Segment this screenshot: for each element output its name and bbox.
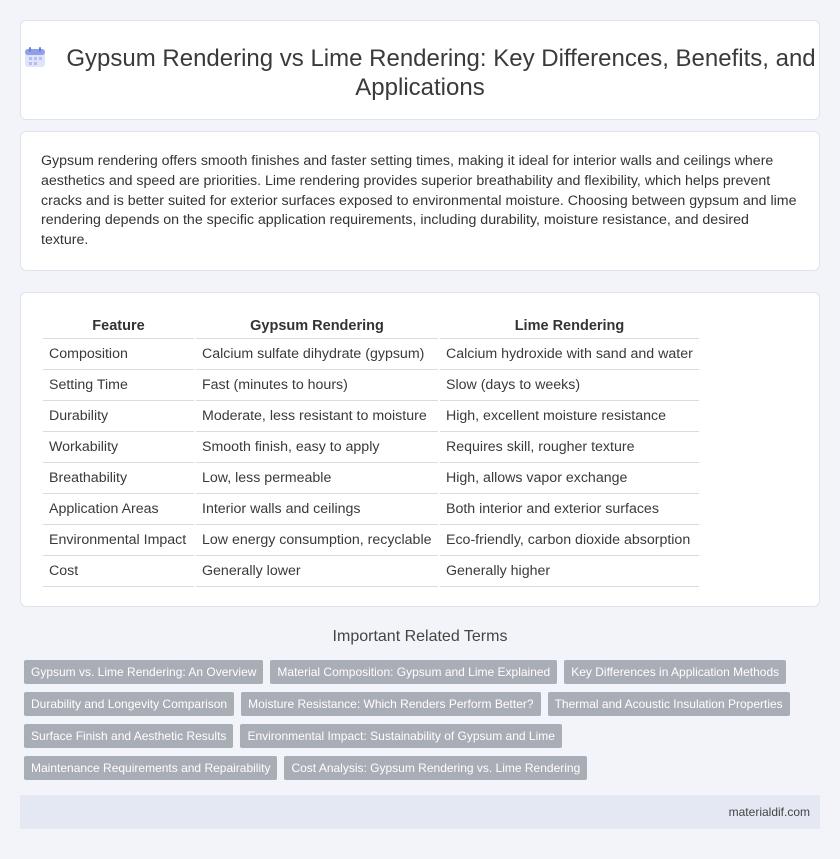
intro-card xyxy=(20,131,820,271)
feature-cell: Cost xyxy=(43,555,195,586)
related-term-tag[interactable]: Durability and Longevity Comparison xyxy=(24,692,234,716)
related-term-tag[interactable]: Moisture Resistance: Which Renders Perform Better? xyxy=(241,692,540,716)
column-header-gypsum: Gypsum Rendering xyxy=(195,316,439,338)
calendar-icon xyxy=(24,46,46,68)
lime-cell: Requires skill, rougher texture xyxy=(439,431,699,462)
related-term-tag[interactable]: Cost Analysis: Gypsum Rendering vs. Lime Rendering xyxy=(284,756,587,780)
feature-cell: Setting Time xyxy=(43,369,195,400)
gypsum-cell: Calcium sulfate dihydrate (gypsum) xyxy=(195,338,439,369)
related-terms xyxy=(24,660,804,788)
gypsum-cell: Generally lower xyxy=(195,555,439,586)
lime-cell: Calcium hydroxide with sand and water xyxy=(439,338,699,369)
column-header-lime: Lime Rendering xyxy=(439,316,699,338)
feature-cell: Composition xyxy=(43,338,195,369)
comparison-table xyxy=(43,316,699,587)
gypsum-cell: Smooth finish, easy to apply xyxy=(195,431,439,462)
footer-site-link[interactable]: materialdif.com xyxy=(728,805,810,819)
gypsum-cell: Interior walls and ceilings xyxy=(195,493,439,524)
lime-cell: High, allows vapor exchange xyxy=(439,462,699,493)
related-terms-title: Important Related Terms xyxy=(332,628,508,645)
tag-row xyxy=(24,756,804,780)
tag-row xyxy=(24,724,804,748)
feature-cell: Application Areas xyxy=(43,493,195,524)
header-card xyxy=(20,20,820,120)
related-term-tag[interactable]: Thermal and Acoustic Insulation Properties xyxy=(548,692,790,716)
feature-cell: Workability xyxy=(43,431,195,462)
table-row xyxy=(43,493,699,524)
lime-cell: Both interior and exterior surfaces xyxy=(439,493,699,524)
related-term-tag[interactable]: Surface Finish and Aesthetic Results xyxy=(24,724,233,748)
gypsum-cell: Low energy consumption, recyclable xyxy=(195,524,439,555)
table-row xyxy=(43,400,699,431)
related-term-tag[interactable]: Material Composition: Gypsum and Lime Explained xyxy=(270,660,557,684)
related-term-tag[interactable]: Gypsum vs. Lime Rendering: An Overview xyxy=(24,660,263,684)
table-row xyxy=(43,462,699,493)
comparison-card xyxy=(20,292,820,607)
gypsum-cell: Moderate, less resistant to moisture xyxy=(195,400,439,431)
feature-cell: Breathability xyxy=(43,462,195,493)
header xyxy=(21,44,819,102)
lime-cell: Slow (days to weeks) xyxy=(439,369,699,400)
page-title: Gypsum Rendering vs Lime Rendering: Key Differences, Benefits, and Applications xyxy=(66,45,816,101)
lime-cell: Generally higher xyxy=(439,555,699,586)
lime-cell: Eco-friendly, carbon dioxide absorption xyxy=(439,524,699,555)
table-row xyxy=(43,524,699,555)
feature-cell: Durability xyxy=(43,400,195,431)
table-row xyxy=(43,338,699,369)
related-term-tag[interactable]: Key Differences in Application Methods xyxy=(564,660,786,684)
table-row xyxy=(43,431,699,462)
tag-row xyxy=(24,660,804,684)
feature-cell: Environmental Impact xyxy=(43,524,195,555)
related-term-tag[interactable]: Environmental Impact: Sustainability of Gypsum and Lime xyxy=(240,724,561,748)
related-term-tag[interactable]: Maintenance Requirements and Repairability xyxy=(24,756,277,780)
table-row xyxy=(43,369,699,400)
footer xyxy=(20,795,820,829)
table-header-row xyxy=(43,316,699,338)
table-row xyxy=(43,555,699,586)
gypsum-cell: Fast (minutes to hours) xyxy=(195,369,439,400)
column-header-feature: Feature xyxy=(43,316,195,338)
lime-cell: High, excellent moisture resistance xyxy=(439,400,699,431)
gypsum-cell: Low, less permeable xyxy=(195,462,439,493)
tag-row xyxy=(24,692,804,716)
intro-text: Gypsum rendering offers smooth finishes and faster setting times, making it ideal for interior walls and ceilings where aesthetics and speed are priorities. Lime rendering provides superior breathability and flexibility, which helps prevent cracks and is better suited for exterior surfaces exposed to environmental moisture. Choosing between gypsum and lime rendering depends on the specific application requirements, including durability, moisture resistance, and desired texture. xyxy=(41,153,797,249)
